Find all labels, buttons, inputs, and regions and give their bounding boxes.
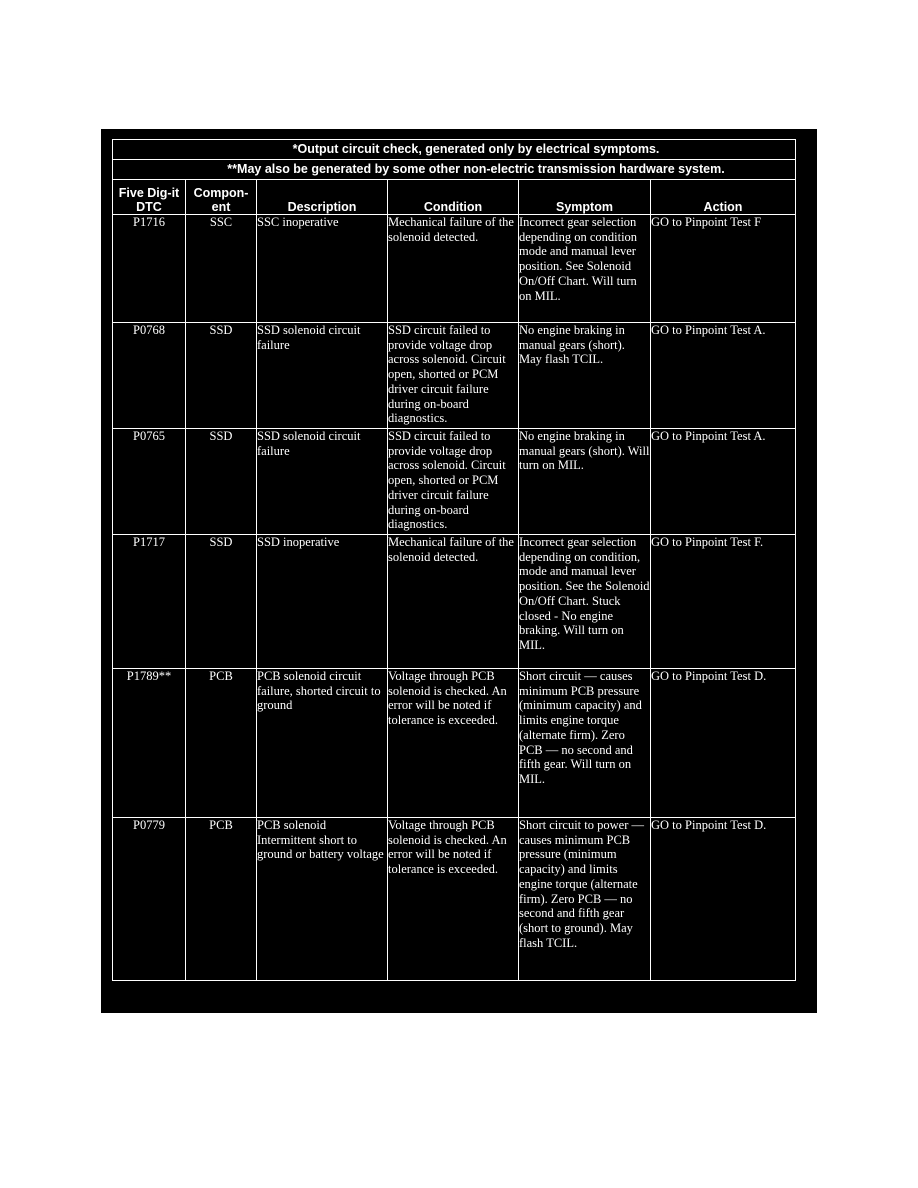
header-dtc: Five Dig-it DTC (113, 180, 186, 215)
table-row (113, 818, 796, 981)
table-header-row (113, 180, 796, 215)
action: GO to Pinpoint Test F. (651, 535, 796, 669)
description: SSD solenoid circuit failure (257, 323, 388, 429)
table-row (113, 215, 796, 323)
table-row (113, 535, 796, 669)
symptom: Short circuit to power — causes minimum PCB pressure (minimum capacity) and limits engine torque (alternate firm). Zero PCB — no second and fifth gear (short to ground). May flash TCIL. (519, 818, 651, 981)
description: PCB solenoid Intermittent short to ground or battery voltage (257, 818, 388, 981)
action: GO to Pinpoint Test A. (651, 429, 796, 535)
component: PCB (186, 669, 257, 818)
symptom: No engine braking in manual gears (short). May flash TCIL. (519, 323, 651, 429)
condition: Mechanical failure of the solenoid detected. (388, 535, 519, 669)
symptom: Incorrect gear selection depending on condition, mode and manual lever position. See the Solenoid On/Off Chart. Stuck closed - No engine braking. Will turn on MIL. (519, 535, 651, 669)
banner-hardware-note: **May also be generated by some other non-electric transmission hardware system. (113, 160, 796, 180)
action: GO to Pinpoint Test F (651, 215, 796, 323)
table-row (113, 429, 796, 535)
dtc-table (112, 139, 796, 981)
description: SSD solenoid circuit failure (257, 429, 388, 535)
component: SSD (186, 429, 257, 535)
condition: Mechanical failure of the solenoid detected. (388, 215, 519, 323)
header-symptom: Symptom (519, 180, 651, 215)
symptom: Incorrect gear selection depending on condition mode and manual lever position. See Solenoid On/Off Chart. Will turn on MIL. (519, 215, 651, 323)
component: SSD (186, 535, 257, 669)
condition: Voltage through PCB solenoid is checked. An error will be noted if tolerance is exceeded. (388, 818, 519, 981)
description: SSD inoperative (257, 535, 388, 669)
condition: SSD circuit failed to provide voltage drop across solenoid. Circuit open, shorted or PCM driver circuit failure during on-board diagnostics. (388, 323, 519, 429)
dtc-code: P1716 (113, 215, 186, 323)
description: SSC inoperative (257, 215, 388, 323)
dtc-code: P0768 (113, 323, 186, 429)
header-action: Action (651, 180, 796, 215)
condition: Voltage through PCB solenoid is checked. An error will be noted if tolerance is exceeded. (388, 669, 519, 818)
dtc-code: P1717 (113, 535, 186, 669)
header-condition: Condition (388, 180, 519, 215)
dtc-code: P1789** (113, 669, 186, 818)
component: SSD (186, 323, 257, 429)
dtc-table-panel (101, 129, 817, 1013)
dtc-code: P0779 (113, 818, 186, 981)
component: PCB (186, 818, 257, 981)
table-row (113, 323, 796, 429)
header-component: Compon-ent (186, 180, 257, 215)
action: GO to Pinpoint Test D. (651, 669, 796, 818)
header-description: Description (257, 180, 388, 215)
dtc-code: P0765 (113, 429, 186, 535)
condition: SSD circuit failed to provide voltage drop across solenoid. Circuit open, shorted or PCM driver circuit failure during on-board diagnostics. (388, 429, 519, 535)
description: PCB solenoid circuit failure, shorted circuit to ground (257, 669, 388, 818)
component: SSC (186, 215, 257, 323)
symptom: No engine braking in manual gears (short). Will turn on MIL. (519, 429, 651, 535)
banner-output-circuit-note: *Output circuit check, generated only by electrical symptoms. (113, 140, 796, 160)
action: GO to Pinpoint Test D. (651, 818, 796, 981)
symptom: Short circuit — causes minimum PCB pressure (minimum capacity) and limits engine torque (alternate firm). Zero PCB — no second and fifth gear. Will turn on MIL. (519, 669, 651, 818)
table-row (113, 669, 796, 818)
action: GO to Pinpoint Test A. (651, 323, 796, 429)
